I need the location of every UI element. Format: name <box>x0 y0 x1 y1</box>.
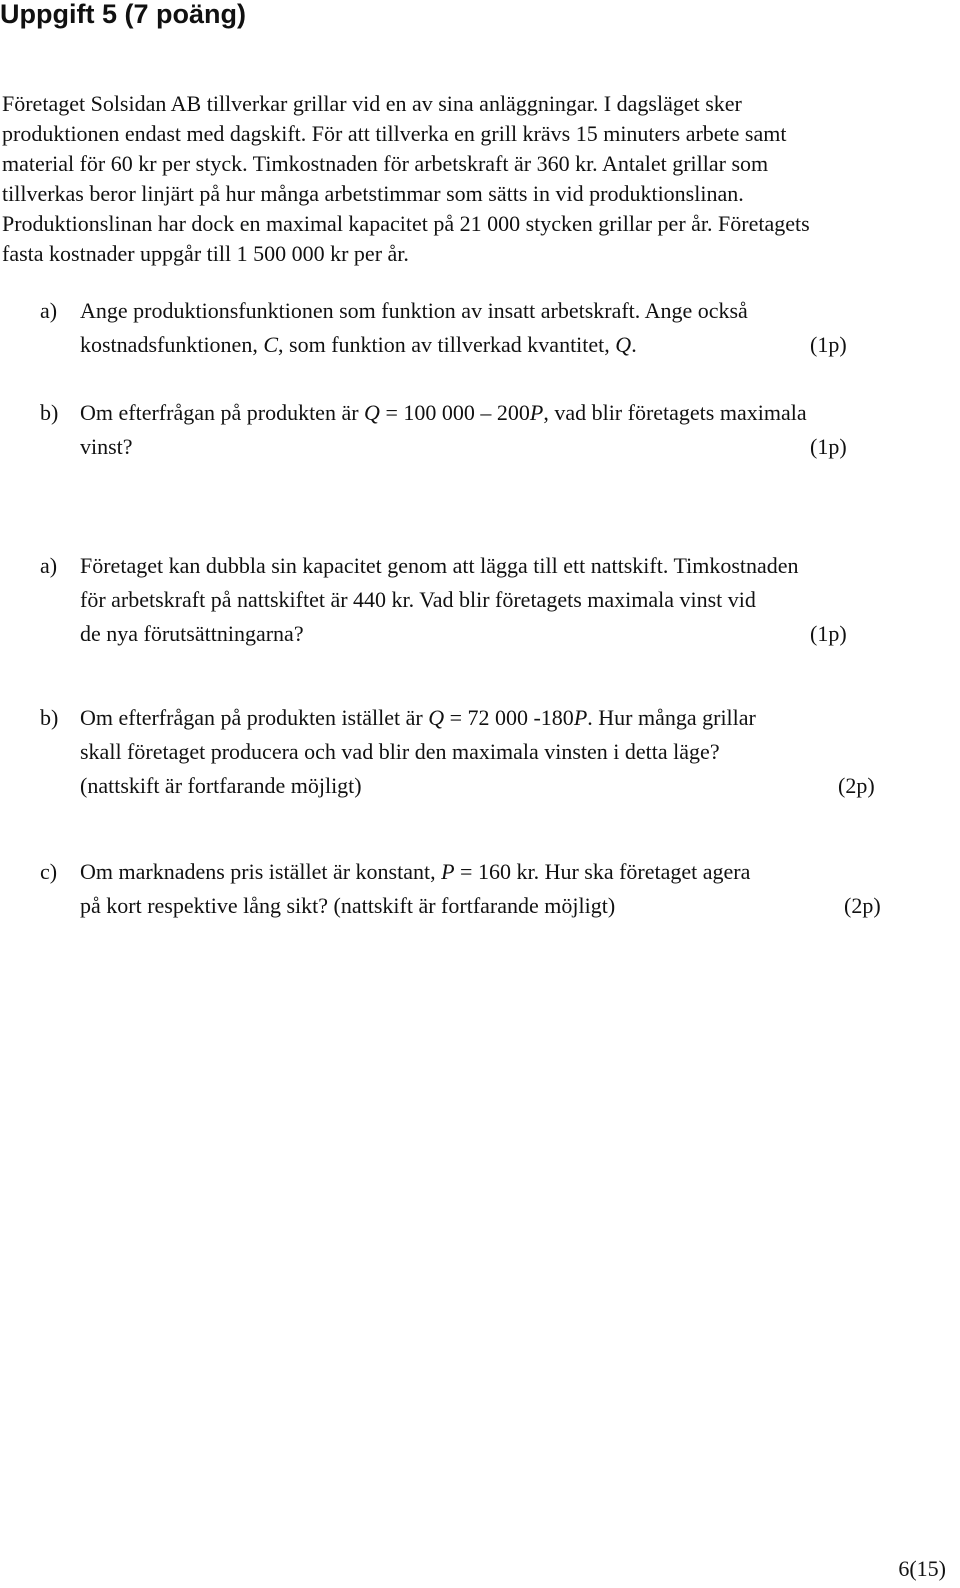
question-label: a) <box>40 298 58 323</box>
points-label: (1p) <box>810 621 847 646</box>
question-text <box>80 396 930 464</box>
question-line: de nya förutsättningarna? (1p) <box>80 617 930 651</box>
points-label: (2p) <box>844 893 881 918</box>
intro-line: fasta kostnader uppgår till 1 500 000 kr per år. <box>2 241 409 266</box>
question-line: skall företaget producera och vad blir den maximala vinsten i detta läge? <box>80 739 720 764</box>
intro-paragraph <box>2 89 957 269</box>
question-line: för arbetskraft på nattskiftet är 440 kr. Vad blir företagets maximala vinst vid <box>80 587 756 612</box>
points-label: (1p) <box>810 434 847 459</box>
question-text <box>80 701 930 803</box>
question-line: vinst? (1p) <box>80 430 930 464</box>
page-number: 6(15) <box>898 1556 946 1581</box>
question-label: c) <box>40 859 58 884</box>
question-line: Företaget kan dubbla sin kapacitet genom att lägga till ett nattskift. Timkostnaden <box>80 553 799 578</box>
points-label: (1p) <box>810 332 847 357</box>
question-text <box>80 549 930 651</box>
question-text <box>80 855 930 923</box>
question-label: a) <box>40 553 58 578</box>
question-line: kostnadsfunktionen, C, som funktion av tillverkad kvantitet, Q. (1p) <box>80 328 930 362</box>
task-title: Uppgift 5 (7 poäng) <box>0 0 246 29</box>
intro-line: Företaget Solsidan AB tillverkar grillar vid en av sina anläggningar. I dagsläget sker <box>2 91 742 116</box>
question-label: b) <box>40 705 59 730</box>
intro-line: Produktionslinan har dock en maximal kapacitet på 21 000 stycken grillar per år. Företagets <box>2 211 810 236</box>
question-line: Om efterfrågan på produkten är Q = 100 000 – 200P, vad blir företagets maximala <box>80 400 807 425</box>
question-line: Om marknadens pris istället är konstant, P = 160 kr. Hur ska företaget agera <box>80 859 751 884</box>
question-line: på kort respektive lång sikt? (nattskift är fortfarande möjligt) (2p) <box>80 889 930 923</box>
question-label: b) <box>40 400 59 425</box>
question-line: Om efterfrågan på produkten istället är Q = 72 000 -180P. Hur många grillar <box>80 705 756 730</box>
question-text <box>80 294 930 362</box>
question-line: Ange produktionsfunktionen som funktion av insatt arbetskraft. Ange också <box>80 298 748 323</box>
intro-line: tillverkas beror linjärt på hur många arbetstimmar som sätts in vid produktionslinan. <box>2 181 744 206</box>
question-line: (nattskift är fortfarande möjligt) (2p) <box>80 769 930 803</box>
points-label: (2p) <box>838 773 875 798</box>
intro-line: produktionen endast med dagskift. För att tillverka en grill krävs 15 minuters arbete samt <box>2 121 787 146</box>
intro-line: material för 60 kr per styck. Timkostnaden för arbetskraft är 360 kr. Antalet grillar som <box>2 151 769 176</box>
